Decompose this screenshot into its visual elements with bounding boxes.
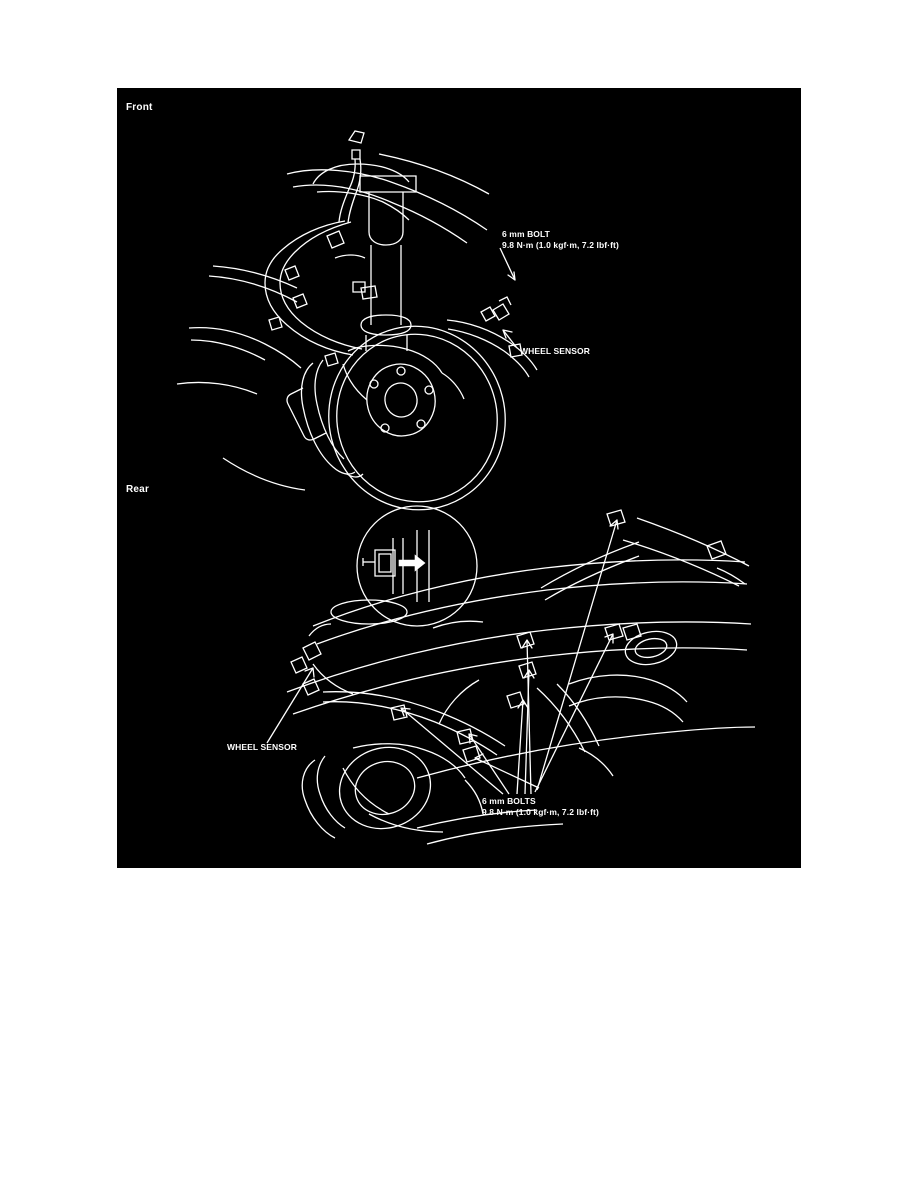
callout-rear-wheel-sensor (227, 742, 297, 753)
callout-rear-bolts-line2: 9.8 N·m (1.0 kgf·m, 7.2 lbf·ft) (482, 807, 599, 817)
callout-rear-wheel-sensor-line1: WHEEL SENSOR (227, 742, 297, 752)
figure-panel (117, 88, 801, 868)
callout-front-bolt (502, 229, 619, 251)
rear-suspension-illustration (117, 88, 801, 868)
callout-front-wheel-sensor (520, 346, 590, 357)
section-label-rear: Rear (126, 484, 150, 495)
callout-rear-bolts (482, 796, 599, 818)
callout-rear-bolts-line1: 6 mm BOLTS (482, 796, 536, 806)
callout-front-wheel-sensor-line1: WHEEL SENSOR (520, 346, 590, 356)
section-label-front: Front (126, 102, 153, 113)
callout-front-bolt-line2: 9.8 N·m (1.0 kgf·m, 7.2 lbf·ft) (502, 240, 619, 250)
callout-front-bolt-line1: 6 mm BOLT (502, 229, 550, 239)
